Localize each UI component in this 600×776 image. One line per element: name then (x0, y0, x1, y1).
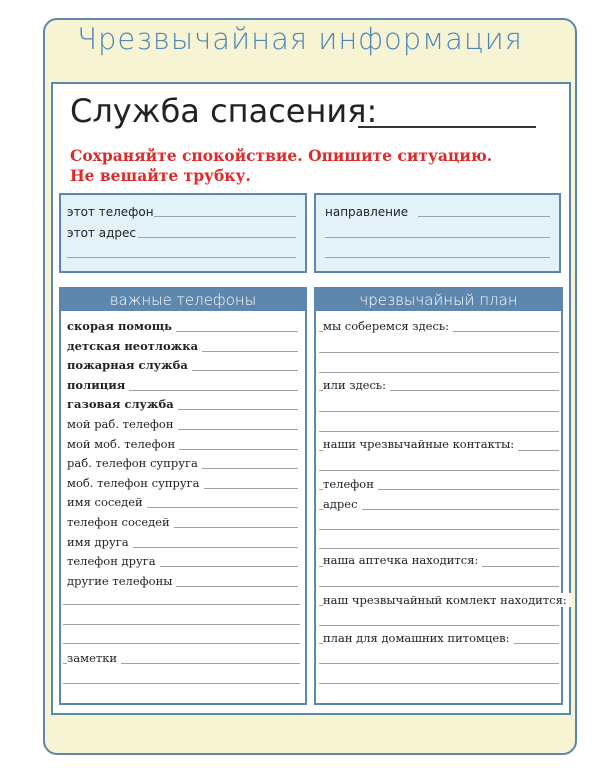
direction-line-3[interactable] (325, 257, 550, 258)
direction-line[interactable] (418, 216, 550, 217)
plan-label: телефон (323, 477, 378, 491)
phone-label: детская неотложка (67, 339, 202, 353)
phone-label: скорая помощь (67, 319, 176, 333)
this-phone-line[interactable] (154, 216, 296, 217)
phone-label: другие телефоны (67, 574, 176, 588)
emergency-plan-title: чрезвычайный план (316, 289, 561, 311)
phone-label: пожарная служба (67, 358, 192, 372)
plan-label: наша аптечка находится: (323, 553, 482, 567)
warning-line-2: Не вешайте трубку. (70, 166, 251, 185)
blank-line[interactable] (63, 624, 300, 625)
plan-label: наши чрезвычайные контакты: (323, 437, 518, 451)
phone-label: имя соседей (67, 495, 147, 509)
plan-label: наш чрезвычайный комлект находится: (323, 593, 571, 607)
blank-line[interactable] (63, 643, 300, 644)
plan-label: мы соберемся здесь: (323, 319, 453, 333)
notes-label: заметки (67, 651, 121, 665)
phone-label: полиция (67, 378, 129, 392)
phone-label: мой моб. телефон (67, 437, 179, 451)
phone-label: имя друга (67, 535, 133, 549)
plan-entry-line[interactable] (319, 372, 559, 373)
phone-label: газовая служба (67, 397, 178, 411)
plan-entry-line[interactable] (319, 586, 559, 587)
this-address-label: этот адрес (67, 226, 136, 240)
phone-label: моб. телефон супруга (67, 476, 204, 490)
plan-entry-line[interactable] (319, 683, 559, 684)
this-address-line[interactable] (138, 237, 296, 238)
direction-line-2[interactable] (325, 237, 550, 238)
important-phones-title: важные телефоны (61, 289, 305, 311)
blank-line[interactable] (63, 604, 300, 605)
notes-line[interactable] (63, 683, 300, 684)
phone-label: мой раб. телефон (67, 417, 178, 431)
direction-label: направление (325, 205, 409, 219)
this-address-line-2[interactable] (67, 257, 296, 258)
page-title: Чрезвычайная информация (77, 22, 523, 56)
phone-label: раб. телефон супруга (67, 456, 202, 470)
phone-label: телефон соседей (67, 515, 174, 529)
warning-line-1: Сохраняйте спокойствие. Опишите ситуацию. (70, 146, 493, 165)
plan-entry-line[interactable] (319, 352, 559, 353)
plan-entry-line[interactable] (319, 411, 559, 412)
this-phone-label: этот телефон (67, 205, 154, 219)
plan-entry-line[interactable] (319, 431, 559, 432)
plan-entry-line[interactable] (319, 548, 559, 549)
phone-label: телефон друга (67, 554, 160, 568)
plan-entry-line[interactable] (319, 663, 559, 664)
plan-label: план для домашних питомцев: (323, 631, 514, 645)
plan-label: адрес (323, 497, 362, 511)
plan-entry-line[interactable] (319, 625, 559, 626)
plan-label: или здесь: (323, 378, 390, 392)
plan-entry-line[interactable] (319, 529, 559, 530)
plan-entry-line[interactable] (319, 470, 559, 471)
rescue-service-line[interactable] (358, 126, 536, 128)
rescue-service-heading: Служба спасения: (70, 92, 378, 130)
